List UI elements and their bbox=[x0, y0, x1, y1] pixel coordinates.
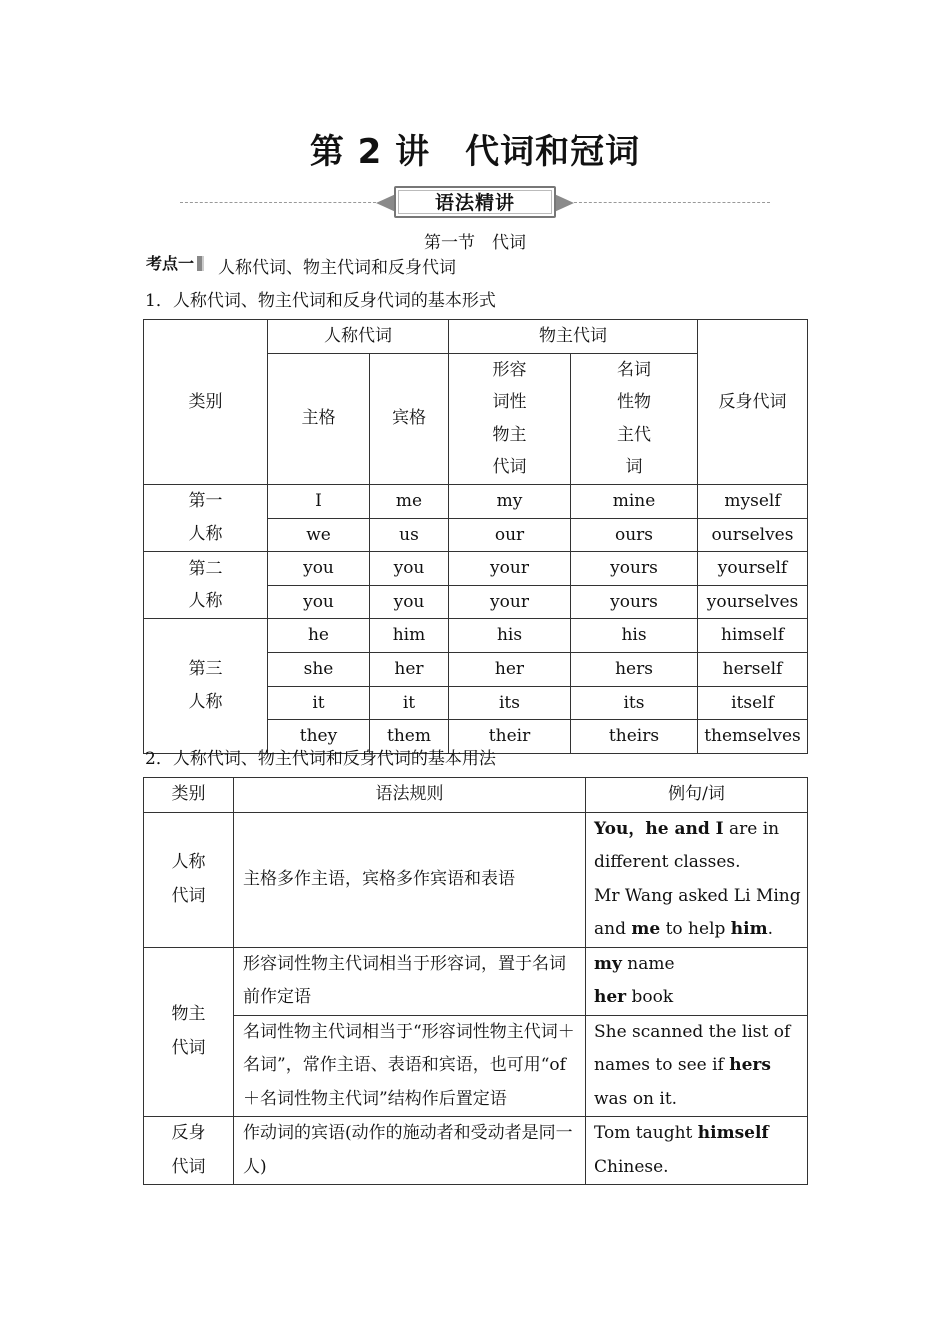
cell: they bbox=[268, 720, 370, 754]
example-text: Mr Wang asked Li Ming and bbox=[594, 885, 801, 939]
cell: it bbox=[268, 686, 370, 720]
emphasis: him bbox=[730, 919, 768, 939]
example-sentence bbox=[594, 880, 803, 947]
header-line: 词性 bbox=[492, 392, 527, 413]
example-text: are in different classes. bbox=[594, 818, 780, 872]
cell: themselves bbox=[698, 720, 808, 754]
cell: I bbox=[268, 484, 370, 518]
cell: yourself bbox=[698, 552, 808, 586]
rule-cell: 作动词的宾语(动作的施动者和受动者是同一人) bbox=[234, 1117, 586, 1185]
header-adj-possessive bbox=[449, 353, 571, 484]
kaodian-title: 人称代词、物主代词和反身代词 bbox=[218, 258, 457, 278]
example-phrase bbox=[594, 948, 803, 982]
header-personal: 人称代词 bbox=[268, 320, 449, 354]
cell: him bbox=[370, 619, 449, 653]
cell: his bbox=[449, 619, 571, 653]
forms-table bbox=[143, 319, 808, 754]
example-text: . bbox=[767, 919, 774, 939]
cell: her bbox=[370, 652, 449, 686]
header-subject: 主格 bbox=[268, 353, 370, 484]
example-text: Chinese. bbox=[594, 1156, 669, 1177]
category-label-line: 反身 bbox=[171, 1123, 206, 1143]
header-line: 主代 bbox=[617, 424, 651, 445]
heading-2: 2．人称代词、物主代词和反身代词的基本用法 bbox=[145, 749, 496, 769]
cell: ours bbox=[571, 518, 698, 552]
example-text: was on it. bbox=[594, 1088, 678, 1109]
table-row bbox=[144, 1015, 808, 1117]
cell: our bbox=[449, 518, 571, 552]
person-label-line: 第一 bbox=[188, 491, 223, 512]
emphasis: hers bbox=[729, 1055, 771, 1075]
example-cell bbox=[586, 1015, 808, 1117]
cell: itself bbox=[698, 686, 808, 720]
divider-left bbox=[180, 202, 376, 203]
emphasis: me bbox=[631, 919, 661, 939]
header-object: 宾格 bbox=[370, 353, 449, 484]
category-label-line: 物主 bbox=[171, 1004, 206, 1025]
banner-label: 语法精讲 bbox=[394, 186, 556, 218]
cell: their bbox=[449, 720, 571, 754]
cell: them bbox=[370, 720, 449, 754]
cell: your bbox=[449, 552, 571, 586]
example-text: name bbox=[621, 953, 675, 974]
cell: yours bbox=[571, 552, 698, 586]
person-label bbox=[144, 619, 268, 753]
example-sentence bbox=[594, 813, 803, 880]
person-label-line: 人称 bbox=[188, 692, 223, 713]
section-title: 第一节 代词 bbox=[424, 233, 526, 253]
category-label bbox=[144, 812, 234, 947]
emphasis: her bbox=[594, 987, 627, 1007]
header-line: 词 bbox=[625, 457, 643, 478]
header-line: 代词 bbox=[492, 457, 527, 478]
cell: we bbox=[268, 518, 370, 552]
header-category: 类别 bbox=[144, 320, 268, 485]
emphasis: himself bbox=[697, 1123, 769, 1143]
header-line: 形容 bbox=[492, 359, 527, 380]
cell: yours bbox=[571, 585, 698, 619]
cell: it bbox=[370, 686, 449, 720]
category-label-line: 代词 bbox=[171, 1156, 206, 1177]
example-text: to help bbox=[660, 919, 731, 939]
emphasis: my bbox=[594, 953, 622, 974]
divider-right bbox=[574, 202, 770, 203]
category-label bbox=[144, 947, 234, 1117]
cell: he bbox=[268, 619, 370, 653]
cell: you bbox=[370, 585, 449, 619]
cell: you bbox=[268, 585, 370, 619]
heading-1: 1．人称代词、物主代词和反身代词的基本形式 bbox=[145, 291, 496, 311]
table-row bbox=[144, 947, 808, 1015]
rule-cell: 形容词性物主代词相当于形容词，置于名词前作定语 bbox=[234, 947, 586, 1015]
kaodian-heading bbox=[146, 249, 457, 278]
example-cell bbox=[586, 1117, 808, 1185]
cell: himself bbox=[698, 619, 808, 653]
cell: hers bbox=[571, 652, 698, 686]
header-example: 例句/词 bbox=[586, 778, 808, 813]
example-cell bbox=[586, 812, 808, 947]
usage-table bbox=[143, 777, 808, 1185]
cell: you bbox=[370, 552, 449, 586]
header-line: 性物 bbox=[617, 392, 651, 413]
cell: she bbox=[268, 652, 370, 686]
cell: yourselves bbox=[698, 585, 808, 619]
header-category: 类别 bbox=[144, 778, 234, 813]
section-banner bbox=[376, 186, 574, 218]
cell: myself bbox=[698, 484, 808, 518]
cell: your bbox=[449, 585, 571, 619]
cell: herself bbox=[698, 652, 808, 686]
category-label-line: 人称 bbox=[171, 852, 206, 872]
person-label-line: 人称 bbox=[188, 591, 223, 612]
cell: its bbox=[449, 686, 571, 720]
header-noun-possessive bbox=[571, 353, 698, 484]
cell: mine bbox=[571, 484, 698, 518]
header-line: 物主 bbox=[492, 424, 527, 445]
emphasis: he and I bbox=[645, 818, 724, 839]
header-line: 名词 bbox=[617, 359, 651, 380]
person-label-line: 第二 bbox=[188, 558, 223, 579]
example-text: Tom taught bbox=[594, 1123, 698, 1143]
page-title: 第 2 讲 代词和冠词 bbox=[309, 132, 641, 172]
person-label bbox=[144, 484, 268, 551]
header-reflexive: 反身代词 bbox=[698, 320, 808, 485]
table-row bbox=[144, 1117, 808, 1185]
kaodian-bar-icon bbox=[197, 256, 204, 271]
emphasis: You， bbox=[594, 818, 646, 839]
header-possessive: 物主代词 bbox=[449, 320, 698, 354]
cell: ourselves bbox=[698, 518, 808, 552]
rule-cell: 名词性物主代词相当于“形容词性物主代词＋名词”，常作主语、表语和宾语，也可用“of＋名词性物主代词”结构作后置定语 bbox=[234, 1015, 586, 1117]
example-phrase bbox=[594, 981, 803, 1015]
rule-cell: 主格多作主语，宾格多作宾语和表语 bbox=[234, 812, 586, 947]
category-label-line: 代词 bbox=[171, 1037, 206, 1058]
cell: her bbox=[449, 652, 571, 686]
cell: his bbox=[571, 619, 698, 653]
cell: us bbox=[370, 518, 449, 552]
table-row bbox=[144, 552, 808, 586]
person-label bbox=[144, 552, 268, 619]
category-label bbox=[144, 1117, 234, 1185]
table-row bbox=[144, 484, 808, 518]
table-row bbox=[144, 619, 808, 653]
category-label-line: 代词 bbox=[171, 885, 206, 906]
cell: me bbox=[370, 484, 449, 518]
example-text: book bbox=[626, 987, 674, 1007]
person-label-line: 人称 bbox=[188, 524, 223, 545]
cell: theirs bbox=[571, 720, 698, 754]
table-row bbox=[144, 812, 808, 947]
example-text: She scanned the list of names to see if bbox=[594, 1021, 791, 1075]
header-rule: 语法规则 bbox=[234, 778, 586, 813]
cell: you bbox=[268, 552, 370, 586]
cell: its bbox=[571, 686, 698, 720]
kaodian-tag: 考点一 bbox=[146, 254, 195, 273]
cell: my bbox=[449, 484, 571, 518]
example-cell bbox=[586, 947, 808, 1015]
person-label-line: 第三 bbox=[188, 659, 223, 680]
